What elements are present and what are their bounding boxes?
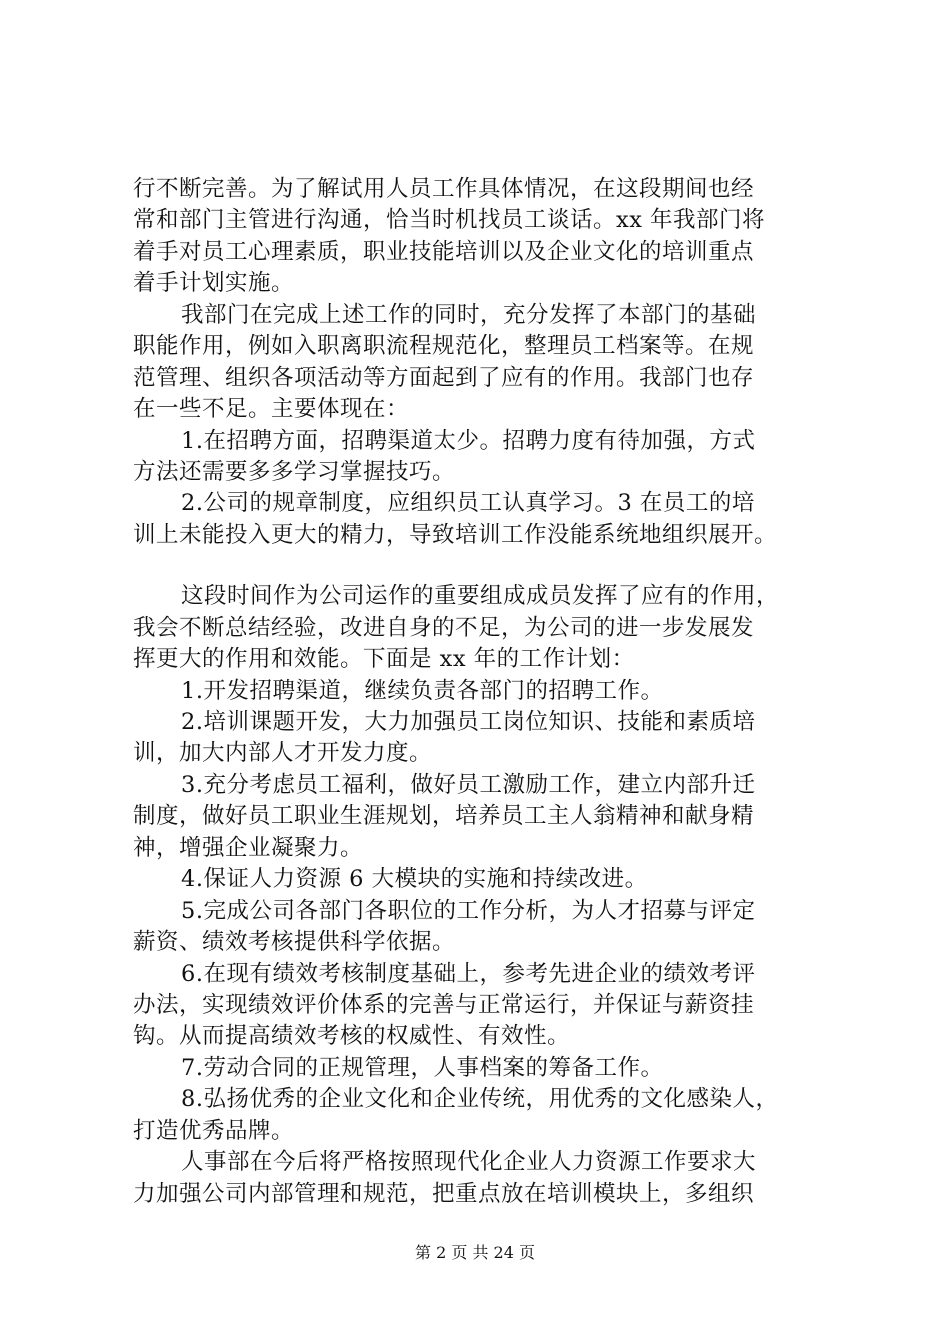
text-line: 范管理、组织各项活动等方面起到了应有的作用。我部门也存: [133, 364, 755, 391]
text-line: 8.弘扬优秀的企业文化和企业传统，用优秀的文化感染人，: [181, 1086, 779, 1113]
text-line: 制度，做好员工职业生涯规划，培养员工主人翁精神和献身精: [133, 803, 755, 830]
text-line: 7.劳动合同的正规管理，人事档案的筹备工作。: [181, 1054, 664, 1081]
text-line: 方法还需要多多学习掌握技巧。: [133, 458, 456, 485]
text-line: 着手计划实施。: [133, 270, 295, 297]
text-line: 常和部门主管进行沟通，恰当时机找员工谈话。xx 年我部门将: [133, 207, 766, 234]
document-body: [133, 174, 853, 1210]
text-line: 神，增强企业凝聚力。: [133, 834, 364, 861]
text-line: 训上未能投入更大的精力，导致培训工作没能系统地组织展开。: [133, 521, 778, 548]
text-line: 我部门在完成上述工作的同时，充分发挥了本部门的基础: [181, 301, 757, 328]
text-line: 钩。从而提高绩效考核的权威性、有效性。: [133, 1023, 571, 1050]
text-line: 4.保证人力资源 6 大模块的实施和持续改进。: [181, 866, 648, 893]
text-line: 5.完成公司各部门各职位的工作分析，为人才招募与评定: [181, 897, 756, 924]
text-line: 在一些不足。主要体现在：: [133, 396, 410, 423]
text-line: 打造优秀品牌。: [133, 1117, 295, 1144]
text-line: 1.开发招聘渠道，继续负责各部门的招聘工作。: [181, 677, 664, 704]
text-line: 人事部在今后将严格按照现代化企业人力资源工作要求大: [181, 1149, 757, 1176]
text-line: 2.公司的规章制度，应组织员工认真学习。3 在员工的培: [181, 490, 755, 517]
text-line: 力加强公司内部管理和规范，把重点放在培训模块上，多组织: [133, 1180, 755, 1207]
text-line: 职能作用，例如入职离职流程规范化，整理员工档案等。在规: [133, 333, 755, 360]
text-line: 薪资、绩效考核提供科学依据。: [133, 929, 456, 956]
text-line: 6.在现有绩效考核制度基础上，参考先进企业的绩效考评: [181, 960, 756, 987]
text-line: 1.在招聘方面，招聘渠道太少。招聘力度有待加强，方式: [181, 427, 756, 454]
text-line: 2.培训课题开发，大力加强员工岗位知识、技能和素质培: [181, 709, 756, 735]
text-line: 训，加大内部人才开发力度。: [133, 740, 433, 767]
text-line: 办法，实现绩效评价体系的完善与正常运行，并保证与薪资挂: [133, 991, 755, 1018]
text-line: 这段时间作为公司运作的重要组成成员发挥了应有的作用，: [181, 583, 780, 610]
text-line: 3.充分考虑员工福利，做好员工激励工作，建立内部升迁: [181, 771, 756, 798]
text-line: 我会不断总结经验，改进自身的不足，为公司的进一步发展发: [133, 614, 755, 641]
page-footer: 第 2 页 共 24 页: [415, 1243, 535, 1262]
text-line: 着手对员工心理素质，职业技能培训以及企业文化的培训重点: [133, 238, 755, 265]
text-line: 行不断完善。为了解试用人员工作具体情况，在这段期间也经: [133, 176, 755, 202]
text-line: 挥更大的作用和效能。下面是 xx 年的工作计划：: [133, 646, 635, 673]
paragraph-gap: [133, 551, 853, 581]
